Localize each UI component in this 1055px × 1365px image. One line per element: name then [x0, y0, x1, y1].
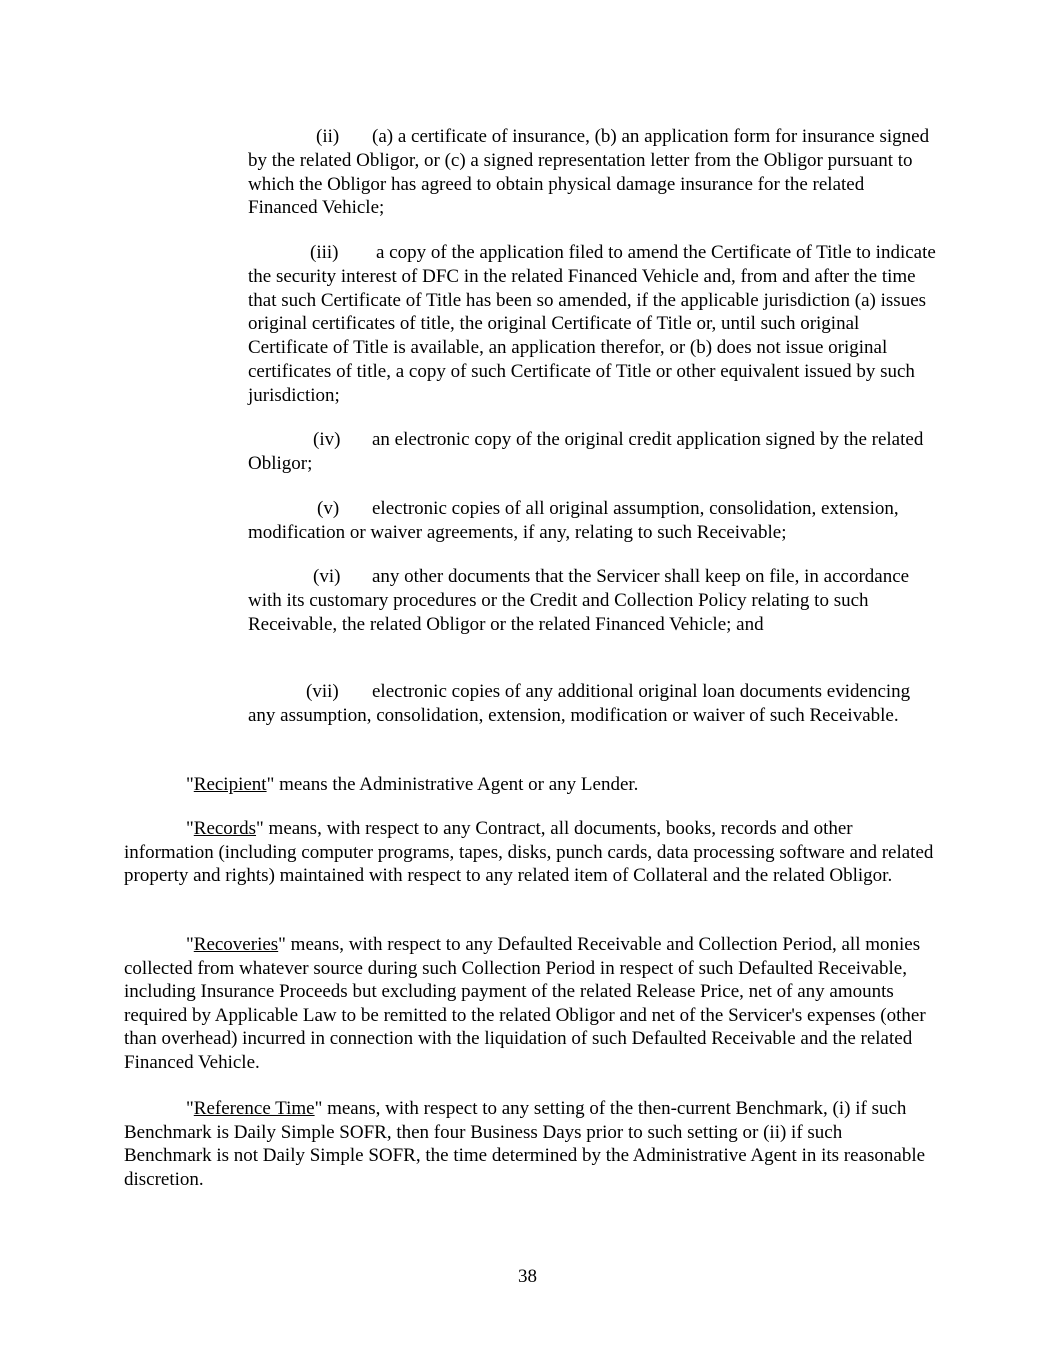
- subitem-text: electronic copies of any additional original loan documents evidencing any assumption, consolidation, extension, modification or waiver of such Receivable.: [248, 681, 911, 726]
- quote-mark: ": [186, 774, 194, 795]
- subitem-text: electronic copies of all original assumption, consolidation, extension, modification or waiver agreements, if any, relating to such Receivable;: [248, 498, 899, 543]
- subitem-iv: [248, 428, 938, 476]
- definition-records: [124, 817, 934, 888]
- subitem-vii: [248, 680, 938, 728]
- definition-text: " means the Administrative Agent or any Lender.: [266, 774, 639, 795]
- quote-mark: ": [186, 934, 194, 955]
- subitem-iii: [248, 241, 938, 408]
- defined-term: Reference Time: [193, 1098, 315, 1119]
- subitem-number: (vii): [306, 681, 339, 702]
- subitem-number: (iv): [313, 429, 341, 450]
- subitem-number: (ii): [316, 126, 340, 147]
- subitem-v: [248, 497, 938, 545]
- subitem-text: a copy of the application filed to amend the Certificate of Title to indicate the security interest of DFC in the related Financed Vehicle and, from and after the time that such Certificate of Title has been so amended, if the applicable jurisdiction (a) issues original certificates of title, the original Certificate of Title or, until such original Certificate of Title is available, an application therefor, or (b) does not issue original certificates of title, a copy of such Certificate of Title or other equivalent issued by such jurisdiction;: [248, 242, 936, 406]
- subitem-vi: [248, 565, 938, 636]
- definition-text: " means, with respect to any Contract, all documents, books, records and other information (including computer programs, tapes, disks, punch cards, data processing software and related property and rights) maintained with respect to any related item of Collateral and the related Obligor.: [124, 818, 934, 887]
- definition-text: " means, with respect to any Defaulted Receivable and Collection Period, all monies collected from whatever source during such Collection Period in respect of such Defaulted Receivable, including Insurance Proceeds but excluding payment of the related Release Price, net of any amounts required by Applicable Law to be remitted to the related Obligor and net of the Servicer's expenses (other than overhead) incurred in connection with the liquidation of such Defaulted Receivable and the related Financed Vehicle.: [124, 934, 926, 1073]
- subitem-text: an electronic copy of the original credit application signed by the related Obligor;: [248, 429, 924, 474]
- subitem-number: (iii): [310, 242, 339, 263]
- definition-reference-time: [124, 1097, 934, 1191]
- defined-term: Recipient: [193, 774, 267, 795]
- definition-text: " means, with respect to any setting of the then-current Benchmark, (i) if such Benchmark is Daily Simple SOFR, then four Business Days prior to such setting or (ii) if such Benchmark is not Daily Simple SOFR, the time determined by the Administrative Agent in its reasonable discretion.: [124, 1098, 926, 1190]
- subitem-text: any other documents that the Servicer shall keep on file, in accordance with its customary procedures or the Credit and Collection Policy relating to such Receivable, the related Obligor or the related Financed Vehicle; and: [248, 566, 910, 635]
- definition-recipient: [124, 773, 934, 797]
- definition-recoveries: [124, 933, 934, 1075]
- defined-term: Recoveries: [193, 934, 279, 955]
- subitem-number: (vi): [313, 566, 341, 587]
- defined-term: Records: [193, 818, 257, 839]
- page-number: 38: [518, 1266, 537, 1287]
- quote-mark: ": [186, 1098, 194, 1119]
- subitem-ii: [248, 125, 938, 220]
- quote-mark: ": [186, 818, 194, 839]
- subitem-text: (a) a certificate of insurance, (b) an application form for insurance signed by the related Obligor, or (c) a signed representation letter from the Obligor pursuant to which the Obligor has agreed to obtain physical damage insurance for the related Financed Vehicle;: [248, 126, 930, 219]
- subitem-number: (v): [317, 498, 340, 519]
